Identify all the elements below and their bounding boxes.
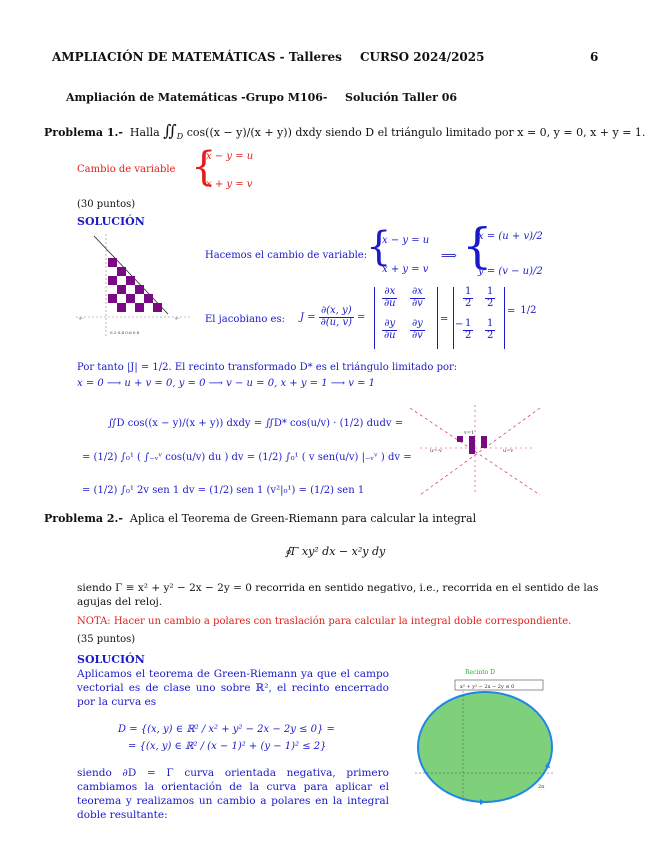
checker-cell <box>117 285 126 294</box>
problem1-statement: Problema 1.- Halla $∬_D$ cos((x − y)/(x + y)) dxdy siendo D el triángulo limitado por x = 0, y = 0, x + y = 1. <box>44 121 646 142</box>
domain-line-1: D = {(x, y) ∈ ℝ² / x² + y² − 2x − 2y ≤ 0} = <box>118 724 335 735</box>
change-text: Hacemos el cambio de variable: <box>205 250 368 261</box>
por-tanto: Por tanto |J| = 1/2. El recinto transformado D* es el triángulo limitado por: <box>77 362 458 373</box>
figure-title: Recinto D <box>465 669 495 676</box>
checker-cell <box>469 436 475 442</box>
checker-pattern-2 <box>457 436 487 454</box>
page-header-title: AMPLIACIÓN DE MATEMÁTICAS - Talleres <box>52 50 342 64</box>
line-integral: ∮Γ xy² dx − x²y dy <box>285 545 386 558</box>
integral-line-1: ∬D cos((x − y)/(x + y)) dxdy = ∬D* cos(u/v) · (1/2) dudv = <box>108 418 404 429</box>
boundary-mapping: x = 0 ⟶ u + v = 0, y = 0 ⟶ v − u = 0, x + y = 1 ⟶ v = 1 <box>77 378 376 389</box>
problem2-points: (35 puntos) <box>77 634 136 645</box>
jacobian-value: 1/2 <box>520 305 537 317</box>
checker-cell <box>469 448 475 454</box>
integral-line-2: = (1/2) ∫₀¹ ( ∫₋ᵥᵛ cos(u/v) du ) dv = (1/2) ∫₀¹ ( v sen(u/v) |₋ᵥᵛ ) dv = <box>82 452 412 463</box>
checker-cell <box>126 276 135 285</box>
problem2-closing: siendo ∂D = Γ curva orientada negativa, primero cambiamos la orientación de la curva para aplicar el teorema y realizamos un cambio a polares en la integral doble resultante: <box>77 767 389 821</box>
problem2-solution-heading: SOLUCIÓN <box>77 653 145 666</box>
checker-cell <box>108 258 117 267</box>
change-eq1: x − y = u <box>206 151 254 162</box>
circle-region-figure <box>405 663 555 808</box>
svg-text:+-: +- <box>174 316 180 322</box>
svg-text:2π: 2π <box>538 784 545 790</box>
system-eq2: x + y = v <box>382 264 429 275</box>
change-eq2: x + y = v <box>206 179 253 190</box>
checker-cell <box>108 276 117 285</box>
problem1-intro: Halla <box>129 126 160 139</box>
problem2-statement <box>44 512 476 525</box>
brace-left: { <box>191 144 217 190</box>
solution-title: Solución Taller 06 <box>345 91 458 104</box>
problem2-description: siendo Γ ≡ x² + y² − 2x − 2y = 0 recorrida en sentido negativo, i.e., recorrida en el sentido de las agujas del reloj. <box>77 582 599 608</box>
checker-pattern <box>108 258 162 312</box>
system-eq1: x − y = u <box>382 235 430 246</box>
jacobian-matrix-values: $\frac{1}{2}$ $\frac{1}{2}$ − $\frac{1}{2}$ $\frac{1}{2}$ <box>453 287 505 349</box>
jacobian-expression: J = $\frac{\partial(x, y)}{\partial(u, v)}$ = <box>300 305 366 328</box>
problem1-solution-heading: SOLUCIÓN <box>77 215 145 228</box>
checker-cell <box>117 267 126 276</box>
jacobian-text: El jacobiano es: <box>205 314 285 325</box>
integral-line-3: = (1/2) ∫₀¹ 2v sen 1 dv = (1/2) sen 1 (v²|₀¹) = (1/2) sen 1 <box>82 485 365 496</box>
svg-text:+-: +- <box>78 316 84 322</box>
checker-cell <box>117 303 126 312</box>
svg-text:0.2 0.4 0.6 0.8: 0.2 0.4 0.6 0.8 <box>110 330 140 335</box>
problem1-tail: siendo D el triángulo limitado por x = 0, y = 0, x + y = 1. <box>325 126 646 139</box>
problem2-label: Problema 2.- <box>44 512 123 525</box>
brace-system: { <box>366 224 392 270</box>
jacobian-matrix-partials: $\frac{\partial x}{\partial u}$ $\frac{\partial x}{\partial v}$ $\frac{\partial y}{\partial u}$ $\frac{\partial y}{\partial v}$ <box>374 287 438 349</box>
problem1-label: Problema 1.- <box>44 126 123 139</box>
svg-text:u=v: u=v <box>503 448 514 454</box>
problem1-integrand: cos((x − y)/(x + y)) dxdy <box>186 126 322 139</box>
implies-arrow: ⟹ <box>441 249 457 262</box>
checker-cell <box>144 294 153 303</box>
page-header-course: CURSO 2024/2025 <box>360 50 485 64</box>
checker-cell <box>481 442 487 448</box>
checker-cell <box>135 303 144 312</box>
checker-cell <box>469 442 475 448</box>
circle-region <box>418 692 552 802</box>
checker-cell <box>108 294 117 303</box>
brace-solution: { <box>462 218 493 274</box>
checker-cell <box>153 303 162 312</box>
problem2-intro: Aplica el Teorema de Green-Riemann para calcular la integral <box>129 512 477 525</box>
group-title: Ampliación de Matemáticas -Grupo M106- <box>66 91 328 104</box>
problem1-points: (30 puntos) <box>77 199 136 210</box>
checker-cell <box>126 294 135 303</box>
solution-y: y = (v − u)/2 <box>478 266 543 277</box>
transformed-region-figure <box>400 400 550 500</box>
svg-text:u=-v: u=-v <box>430 448 442 454</box>
page-number: 6 <box>590 50 599 64</box>
problem2-body: Aplicamos el teorema de Green-Riemann ya que el campo vectorial es de clase uno sobre ℝ², el recinto encerrado por la curva es <box>77 668 389 708</box>
triangle-region-figure <box>74 232 194 347</box>
figure-legend: x² + y² − 2x − 2y ≤ 0 <box>460 684 515 690</box>
checker-cell <box>481 436 487 442</box>
svg-text:v=1: v=1 <box>464 430 475 436</box>
checker-cell <box>457 436 463 442</box>
domain-line-2: = {(x, y) ∈ ℝ² / (x − 1)² + (y − 1)² ≤ 2} <box>128 741 327 752</box>
checker-cell <box>135 285 144 294</box>
change-label: Cambio de variable <box>77 164 176 175</box>
solution-x: x = (u + v)/2 <box>478 231 543 242</box>
problem2-note: NOTA: Hacer un cambio a polares con traslación para calcular la integral doble correspondiente. <box>77 616 572 627</box>
